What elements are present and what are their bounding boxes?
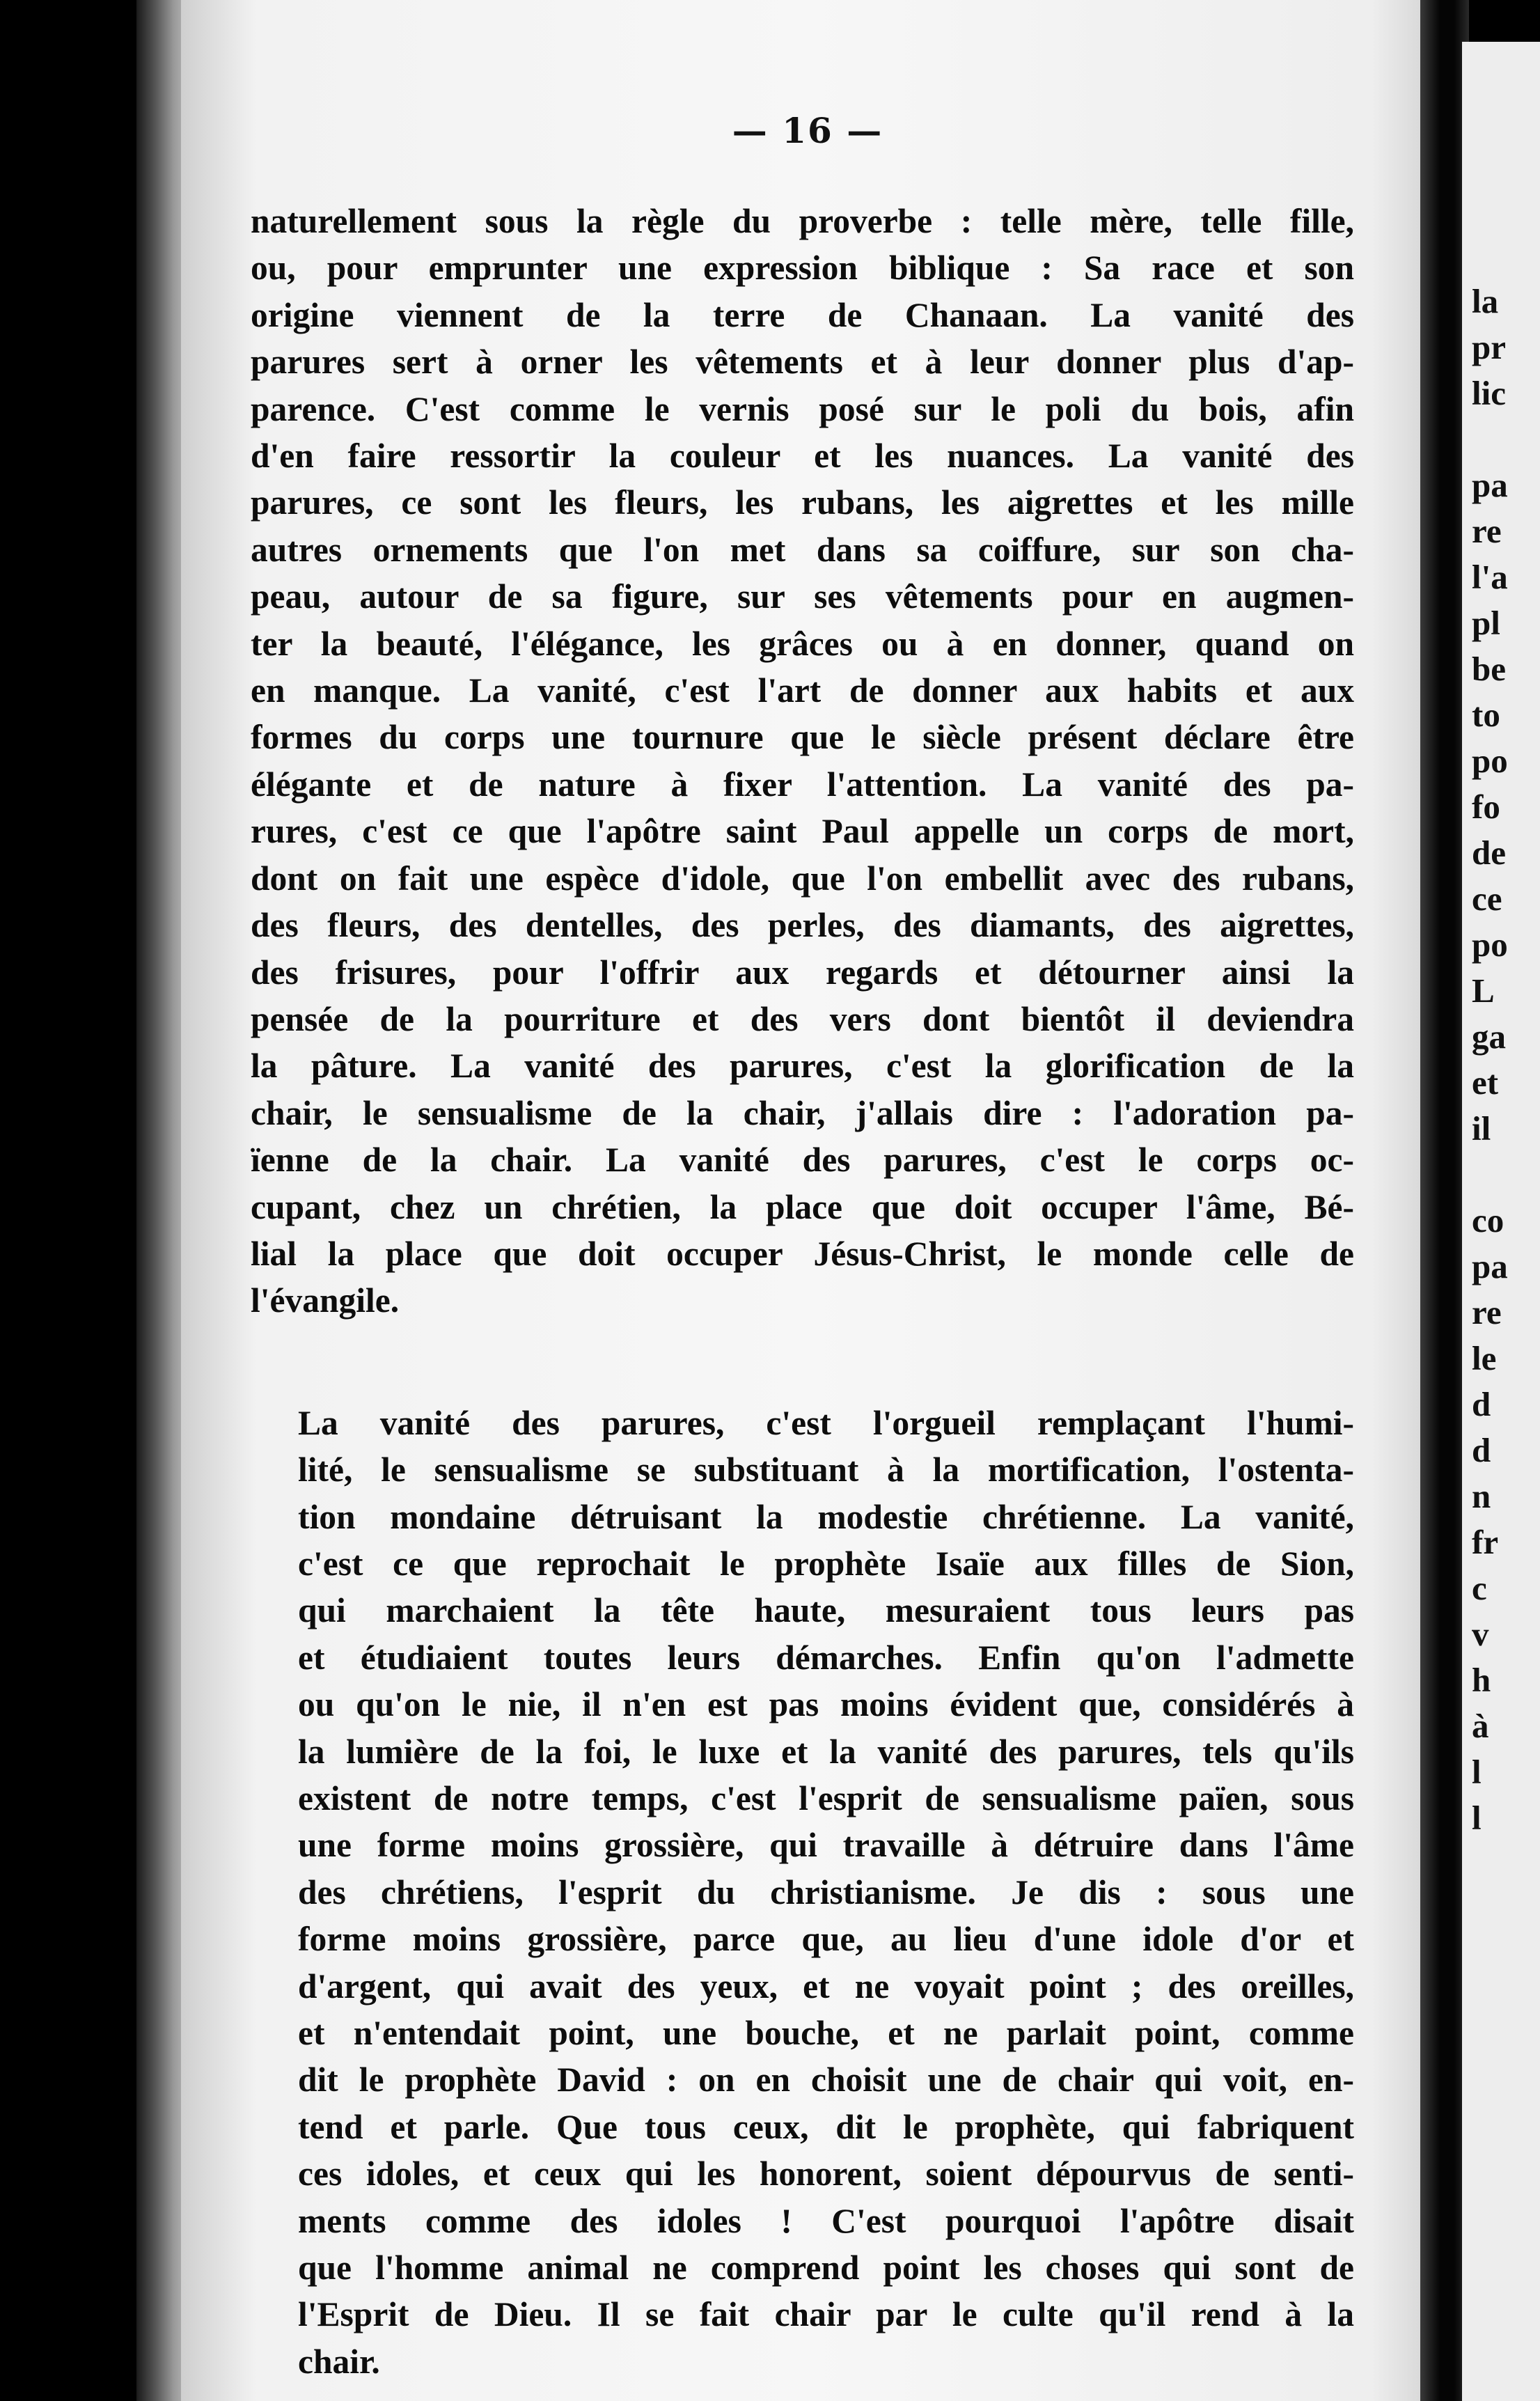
text-line: forme moins grossière, parce que, au lieu d'une idole d'or et (298, 1920, 1354, 1959)
text-line: autres ornements que l'on met dans sa coiffure, sur son cha- (251, 530, 1354, 569)
text-line: lité, le sensualisme se substituant à la mortification, l'ostenta- (298, 1450, 1354, 1489)
text-line: chair, le sensualisme de la chair, j'allais dire : l'adoration pa- (251, 1093, 1354, 1132)
text-line: existent de notre temps, c'est l'esprit de sensualisme païen, sous (298, 1779, 1354, 1817)
text-line: ter la beauté, l'élégance, les grâces ou à en donner, quand on (251, 624, 1354, 663)
facing-page-fragment: ce (1472, 879, 1502, 918)
text-line: naturellement sous la règle du proverbe : telle mère, telle fille, (251, 202, 1354, 240)
facing-page-fragment: pr (1472, 328, 1506, 366)
text-line: ou qu'on le nie, il n'en est pas moins évident que, considérés à (298, 1685, 1354, 1724)
facing-page-fragment: v (1472, 1615, 1489, 1653)
facing-page-fragment: re (1472, 512, 1502, 550)
text-line: élégante et de nature à fixer l'attention. La vanité des pa- (251, 765, 1354, 804)
facing-page-fragment: fo (1472, 788, 1500, 826)
facing-page-fragment: pa (1472, 1247, 1508, 1285)
text-line: l'évangile. (251, 1281, 400, 1320)
facing-page-fragment (1472, 416, 1540, 462)
text-line: tion mondaine détruisant la modestie chrétienne. La vanité, (298, 1497, 1354, 1536)
text-line: d'en faire ressortir la couleur et les nuances. La vanité des (251, 437, 1354, 476)
text-line: ou, pour emprunter une expression biblique : Sa race et son (251, 249, 1354, 288)
paragraph-2 (251, 1400, 1354, 2386)
facing-page-fragment: la (1472, 282, 1499, 320)
facing-page-fragment: fr (1472, 1523, 1499, 1561)
facing-page-fragment: L (1472, 971, 1495, 1010)
text-line: dit le prophète David : on en choisit une de chair qui voit, en- (298, 2060, 1354, 2099)
text-line: lial la place que doit occuper Jésus-Christ, le monde celle de (251, 1234, 1354, 1273)
facing-page-fragment: pl (1472, 604, 1500, 642)
facing-page-fragment: co (1472, 1201, 1504, 1239)
text-line: formes du corps une tournure que le siècle présent déclare être (251, 718, 1354, 757)
facing-page-fragment: l'a (1472, 558, 1508, 596)
text-line: qui marchaient la tête haute, mesuraient tous leurs pas (298, 1591, 1354, 1630)
facing-page-fragment: to (1472, 696, 1500, 734)
facing-page-fragment (1472, 1841, 1540, 1887)
text-line: parence. C'est comme le vernis posé sur le poli du bois, afin (251, 389, 1354, 428)
facing-page-fragment: h (1472, 1661, 1491, 1699)
facing-page-fragment: d (1472, 1385, 1491, 1423)
text-line: une forme moins grossière, qui travaille à détruire dans l'âme (298, 1826, 1354, 1865)
facing-page-fragment: il (1472, 1109, 1491, 1148)
facing-page-fragment: l (1472, 1799, 1482, 1837)
page-number: — 16 — (732, 110, 883, 151)
text-line: et n'entendait point, une bouche, et ne parlait point, comme (298, 2014, 1354, 2053)
body-text (251, 198, 1354, 2385)
text-line: des frisures, pour l'offrir aux regards et détourner ainsi la (251, 953, 1354, 992)
facing-page-fragment (1472, 1933, 1540, 1979)
text-line: en manque. La vanité, c'est l'art de donner aux habits et aux (251, 671, 1354, 710)
text-line: La vanité des parures, c'est l'orgueil remplaçant l'humi- (298, 1403, 1354, 1442)
text-line: rures, c'est ce que l'apôtre saint Paul appelle un corps de mort, (251, 812, 1354, 851)
text-line: cupant, chez un chrétien, la place que doit occuper l'âme, Bé- (251, 1187, 1354, 1226)
text-line: origine viennent de la terre de Chanaan. La vanité des (251, 295, 1354, 334)
text-line: que l'homme animal ne comprend point les choses qui sont de (298, 2249, 1354, 2287)
facing-page-edge (1462, 42, 1540, 2401)
facing-page-fragment: po (1472, 742, 1508, 780)
facing-page-fragment (1472, 1152, 1540, 1198)
facing-page-fragment: le (1472, 1339, 1497, 1377)
facing-page-fragment (1472, 1887, 1540, 1933)
text-line: la lumière de la foi, le luxe et la vanité des parures, tels qu'ils (298, 1732, 1354, 1771)
facing-page-fragment: be (1472, 650, 1506, 688)
facing-page-fragment: lic (1472, 374, 1506, 412)
text-line: l'Esprit de Dieu. Il se fait chair par le culte qu'il rend à la (298, 2295, 1354, 2334)
text-line: pensée de la pourriture et des vers dont bientôt il deviendra (251, 999, 1354, 1038)
facing-page-fragment: l (1472, 1753, 1482, 1791)
facing-page-fragment: re (1472, 1293, 1502, 1331)
facing-page-fragment: à (1472, 1707, 1489, 1745)
text-line: ments comme des idoles ! C'est pourquoi l'apôtre disait (298, 2201, 1354, 2240)
facing-page-fragment: ga (1472, 1017, 1506, 1056)
text-line: des chrétiens, l'esprit du christianisme. Je dis : sous une (298, 1872, 1354, 1911)
text-line: dont on fait une espèce d'idole, que l'on embellit avec des rubans, (251, 859, 1354, 898)
text-line: c'est ce que reprochait le prophète Isaïe aux filles de Sion, (298, 1544, 1354, 1583)
facing-page-fragment: d (1472, 1431, 1491, 1469)
facing-page-fragment: n (1472, 1477, 1491, 1515)
text-line: parures, ce sont les fleurs, les rubans, les aigrettes et les mille (251, 483, 1354, 522)
facing-page-fragment: de (1472, 834, 1506, 872)
facing-page-fragment: pa (1472, 466, 1508, 504)
facing-page-fragment: po (1472, 925, 1508, 964)
text-line: ïenne de la chair. La vanité des parures, c'est le corps oc- (251, 1141, 1354, 1180)
text-line: ces idoles, et ceux qui les honorent, soient dépourvus de senti- (298, 2154, 1354, 2193)
text-line: parures sert à orner les vêtements et à leur donner plus d'ap- (251, 343, 1354, 382)
facing-page-fragment: c (1472, 1569, 1487, 1607)
text-line: et étudiaient toutes leurs démarches. Enfin qu'on l'admette (298, 1638, 1354, 1677)
text-line: tend et parle. Que tous ceux, dit le prophète, qui fabriquent (298, 2107, 1354, 2146)
text-line: chair. (298, 2342, 380, 2381)
facing-page-fragment: et (1472, 1063, 1499, 1102)
facing-page-text (1472, 279, 1540, 1979)
text-line: la pâture. La vanité des parures, c'est la glorification de la (251, 1047, 1354, 1086)
text-line: d'argent, qui avait des yeux, et ne voyait point ; des oreilles, (298, 1966, 1354, 2005)
text-line: des fleurs, des dentelles, des perles, des diamants, des aigrettes, (251, 906, 1354, 945)
paragraph-1 (251, 198, 1354, 1324)
text-line: peau, autour de sa figure, sur ses vêtements pour en augmen- (251, 577, 1354, 616)
